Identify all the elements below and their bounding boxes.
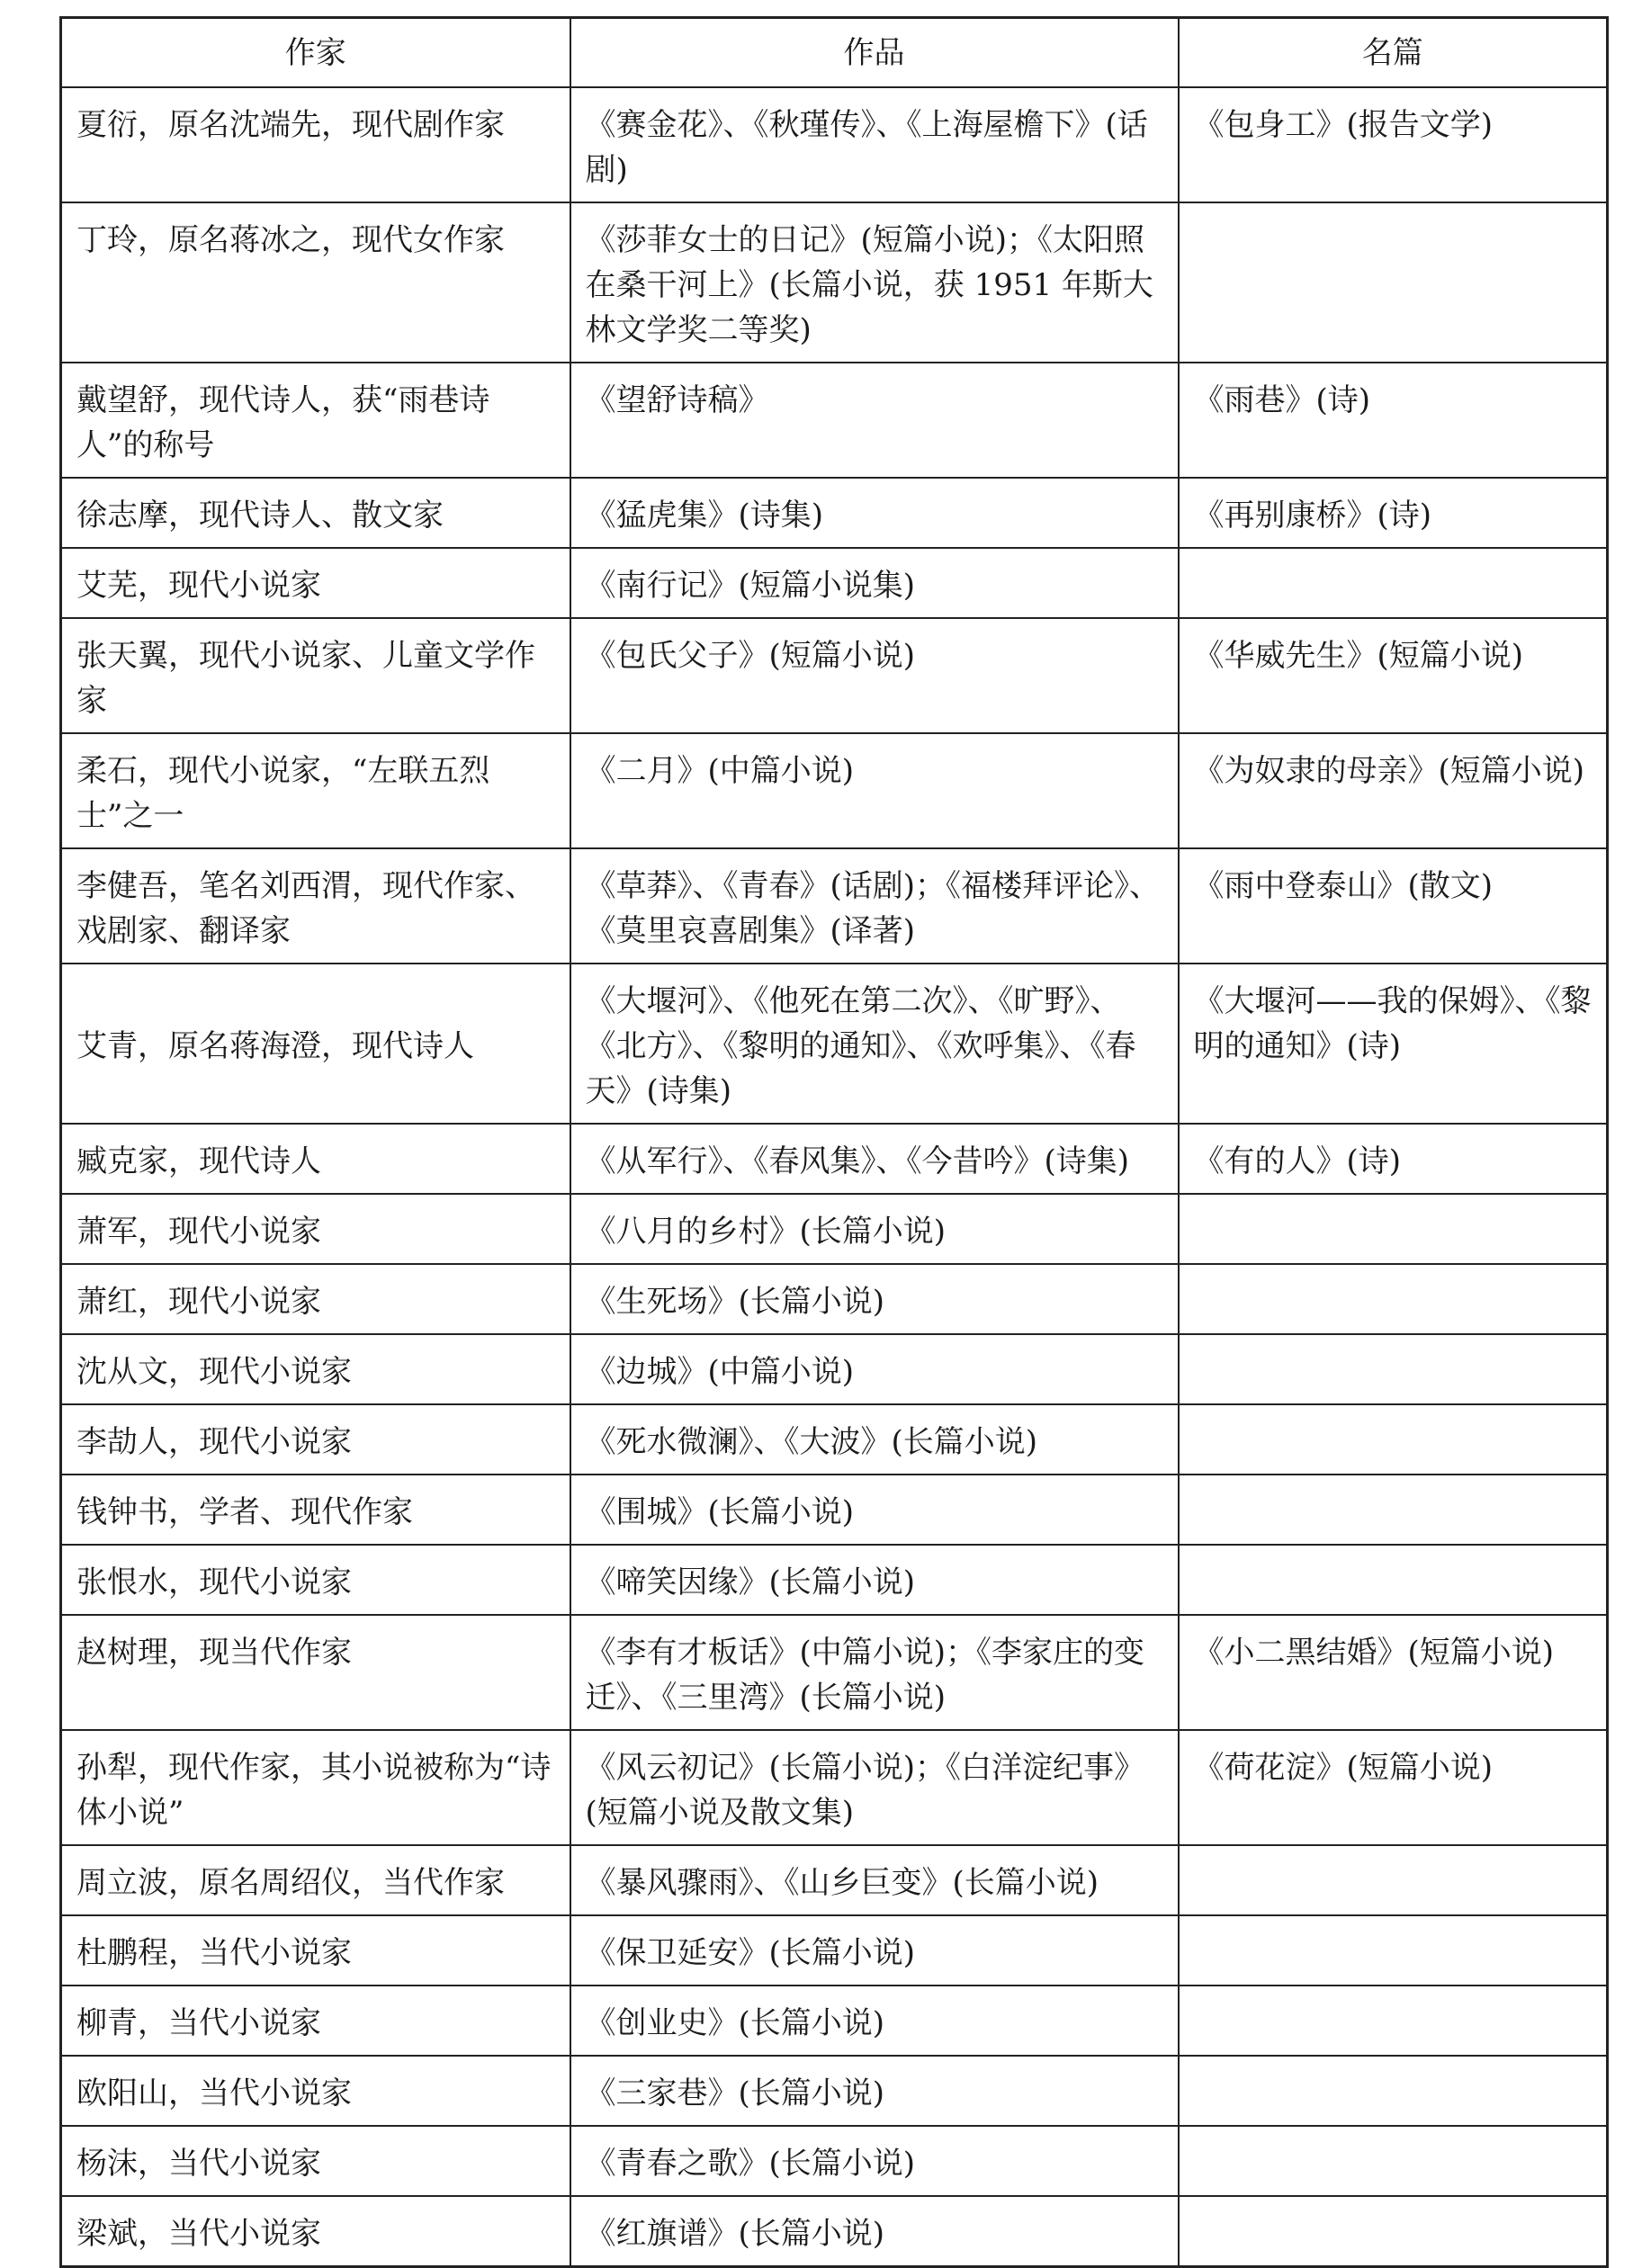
works-cell: 《猛虎集》(诗集) [570, 478, 1179, 548]
header-author: 作家 [61, 18, 570, 88]
table-row [61, 202, 1608, 363]
table-row [61, 1334, 1608, 1404]
author-cell: 萧军，现代小说家 [61, 1194, 570, 1264]
works-cell: 《大堰河》、《他死在第二次》、《旷野》、《北方》、《黎明的通知》、《欢呼集》、《春天》(诗集) [570, 964, 1179, 1124]
table-row [61, 848, 1608, 964]
famous-cell [1179, 1545, 1608, 1615]
works-cell: 《包氏父子》(短篇小说) [570, 618, 1179, 733]
author-cell: 夏衍，原名沈端先，现代剧作家 [61, 87, 570, 202]
works-cell: 《暴风骤雨》、《山乡巨变》(长篇小说) [570, 1845, 1179, 1915]
author-cell: 杜鹏程，当代小说家 [61, 1915, 570, 1986]
table-row [61, 478, 1608, 548]
author-cell: 孙犁，现代作家，其小说被称为“诗体小说” [61, 1730, 570, 1845]
author-cell: 张天翼，现代小说家、儿童文学作家 [61, 618, 570, 733]
famous-cell: 《小二黑结婚》(短篇小说) [1179, 1615, 1608, 1730]
author-cell: 欧阳山，当代小说家 [61, 2056, 570, 2126]
author-cell: 艾芜，现代小说家 [61, 548, 570, 618]
works-cell: 《草莽》、《青春》(话剧)；《福楼拜评论》、《莫里哀喜剧集》(译著) [570, 848, 1179, 964]
author-cell: 李健吾，笔名刘西渭，现代作家、戏剧家、翻译家 [61, 848, 570, 964]
header-works: 作品 [570, 18, 1179, 88]
famous-cell: 《华威先生》(短篇小说) [1179, 618, 1608, 733]
famous-cell: 《有的人》(诗) [1179, 1124, 1608, 1194]
table-row [61, 2126, 1608, 2196]
table-row [61, 2056, 1608, 2126]
author-cell: 艾青，原名蒋海澄，现代诗人 [61, 964, 570, 1124]
works-cell: 《生死场》(长篇小说) [570, 1264, 1179, 1334]
works-cell: 《青春之歌》(长篇小说) [570, 2126, 1179, 2196]
header-row [61, 18, 1608, 88]
author-cell: 萧红，现代小说家 [61, 1264, 570, 1334]
famous-cell: 《大堰河——我的保姆》、《黎明的通知》(诗) [1179, 964, 1608, 1124]
famous-cell [1179, 1264, 1608, 1334]
table-row [61, 1845, 1608, 1915]
famous-cell: 《包身工》(报告文学) [1179, 87, 1608, 202]
works-cell: 《从军行》、《春风集》、《今昔吟》(诗集) [570, 1124, 1179, 1194]
table-row [61, 2196, 1608, 2267]
famous-cell [1179, 2056, 1608, 2126]
table-row [61, 1475, 1608, 1545]
works-cell: 《莎菲女士的日记》(短篇小说)；《太阳照在桑干河上》(长篇小说，获 1951 年斯大林文学奖二等奖) [570, 202, 1179, 363]
famous-cell: 《荷花淀》(短篇小说) [1179, 1730, 1608, 1845]
works-cell: 《保卫延安》(长篇小说) [570, 1915, 1179, 1986]
author-cell: 周立波，原名周绍仪，当代作家 [61, 1845, 570, 1915]
table-row [61, 1986, 1608, 2056]
table-row [61, 1124, 1608, 1194]
author-cell: 杨沫，当代小说家 [61, 2126, 570, 2196]
table-row [61, 1404, 1608, 1475]
works-cell: 《三家巷》(长篇小说) [570, 2056, 1179, 2126]
famous-cell [1179, 1986, 1608, 2056]
author-cell: 柳青，当代小说家 [61, 1986, 570, 2056]
works-cell: 《创业史》(长篇小说) [570, 1986, 1179, 2056]
author-cell: 柔石，现代小说家，“左联五烈士”之一 [61, 733, 570, 848]
famous-cell: 《雨中登泰山》(散文) [1179, 848, 1608, 964]
author-cell: 戴望舒，现代诗人，获“雨巷诗人”的称号 [61, 363, 570, 478]
famous-cell [1179, 2196, 1608, 2267]
table-body [61, 87, 1608, 2267]
table-row [61, 618, 1608, 733]
famous-cell [1179, 2126, 1608, 2196]
table-row [61, 1264, 1608, 1334]
author-cell: 徐志摩，现代诗人、散文家 [61, 478, 570, 548]
famous-cell [1179, 202, 1608, 363]
famous-cell [1179, 1845, 1608, 1915]
works-cell: 《围城》(长篇小说) [570, 1475, 1179, 1545]
famous-cell: 《为奴隶的母亲》(短篇小说) [1179, 733, 1608, 848]
table-row [61, 87, 1608, 202]
works-cell: 《赛金花》、《秋瑾传》、《上海屋檐下》(话剧) [570, 87, 1179, 202]
famous-cell [1179, 1194, 1608, 1264]
author-cell: 钱钟书，学者、现代作家 [61, 1475, 570, 1545]
works-cell: 《死水微澜》、《大波》(长篇小说) [570, 1404, 1179, 1475]
works-cell: 《南行记》(短篇小说集) [570, 548, 1179, 618]
author-cell: 臧克家，现代诗人 [61, 1124, 570, 1194]
famous-cell [1179, 1915, 1608, 1986]
works-cell: 《啼笑因缘》(长篇小说) [570, 1545, 1179, 1615]
literature-table [59, 16, 1609, 2268]
table-row [61, 1615, 1608, 1730]
table-row [61, 363, 1608, 478]
works-cell: 《边城》(中篇小说) [570, 1334, 1179, 1404]
famous-cell: 《雨巷》(诗) [1179, 363, 1608, 478]
author-cell: 赵树理，现当代作家 [61, 1615, 570, 1730]
works-cell: 《二月》(中篇小说) [570, 733, 1179, 848]
header-famous: 名篇 [1179, 18, 1608, 88]
famous-cell [1179, 1334, 1608, 1404]
table-row [61, 964, 1608, 1124]
author-cell: 沈从文，现代小说家 [61, 1334, 570, 1404]
author-cell: 丁玲，原名蒋冰之，现代女作家 [61, 202, 570, 363]
famous-cell [1179, 548, 1608, 618]
works-cell: 《红旗谱》(长篇小说) [570, 2196, 1179, 2267]
table-row [61, 1194, 1608, 1264]
author-cell: 李劼人，现代小说家 [61, 1404, 570, 1475]
works-cell: 《风云初记》(长篇小说)；《白洋淀纪事》(短篇小说及散文集) [570, 1730, 1179, 1845]
famous-cell [1179, 1404, 1608, 1475]
works-cell: 《望舒诗稿》 [570, 363, 1179, 478]
table-row [61, 548, 1608, 618]
works-cell: 《八月的乡村》(长篇小说) [570, 1194, 1179, 1264]
table-row [61, 733, 1608, 848]
table-row [61, 1915, 1608, 1986]
table-row [61, 1730, 1608, 1845]
table-row [61, 1545, 1608, 1615]
author-cell: 张恨水，现代小说家 [61, 1545, 570, 1615]
famous-cell [1179, 1475, 1608, 1545]
author-cell: 梁斌，当代小说家 [61, 2196, 570, 2267]
works-cell: 《李有才板话》(中篇小说)；《李家庄的变迁》、《三里湾》(长篇小说) [570, 1615, 1179, 1730]
famous-cell: 《再别康桥》(诗) [1179, 478, 1608, 548]
